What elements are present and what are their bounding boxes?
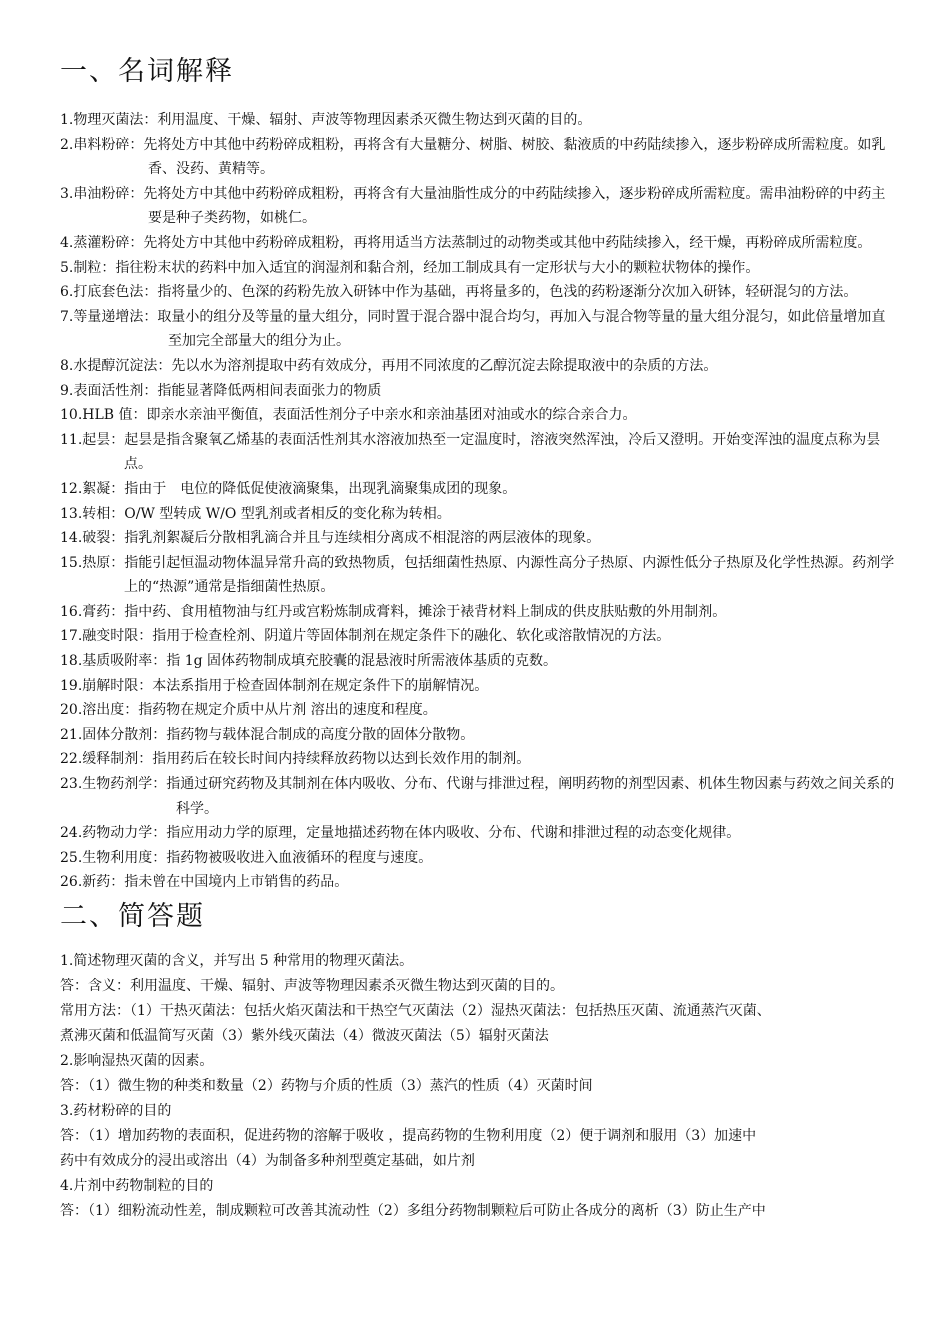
glossary-item (60, 723, 895, 748)
glossary-term-label: 5.制粒： (60, 259, 116, 276)
glossary-item (60, 280, 895, 305)
glossary-term-definition: 即亲水亲油平衡值，表面活性剂分子中亲水和亲油基团对油或水的综合亲合力。 (146, 407, 637, 424)
glossary-term-label: 7.等量递增法： (60, 308, 158, 325)
glossary-item (60, 256, 895, 281)
glossary-term-definition: 指乳剂絮凝后分散相乳滴合并且与连续相分离成不相混溶的两层液体的现象。 (124, 530, 601, 547)
glossary-term-definition: 指将量少的、色深的药粉先放入研钵中作为基础，再将量多的，色浅的药粉逐渐分次加入研钵，轻研混匀的方法。 (157, 284, 858, 301)
short-answer-line: 答：含义：利用温度、干燥、辐射、声波等物理因素杀灭微生物达到灭菌的目的。 (60, 978, 564, 994)
glossary-term-definition: 指应用动力学的原理，定量地描述药物在体内吸收、分布、代谢和排泄过程的动态变化规律。 (166, 825, 741, 842)
glossary-term-definition: 指用于检查栓剂、阴道片等固体制剂在规定条件下的融化、软化或溶散情况的方法。 (152, 628, 671, 645)
glossary-term-definition: 先将处方中其他中药粉碎成粗粉，再将含有大量油脂性成分的中药陆续掺入，逐步粉碎成所需粒度。需串油粉碎的中药主要是种子类药物，如桃仁。 (143, 185, 886, 227)
glossary-term-label: 10.HLB 值： (60, 407, 147, 424)
glossary-term-definition: 指能引起恒温动物体温异常升高的致热物质，包括细菌性热原、内源性高分子热原、内源性低分子热原及化学性热源。药剂学上的“热源”通常是指细菌性热原。 (124, 554, 895, 596)
short-answer-line: 4.片剂中药物制粒的目的 (60, 1178, 214, 1194)
glossary-item (60, 182, 895, 231)
glossary-term-label: 19.崩解时限： (60, 677, 153, 694)
glossary-term-label: 11.起昙： (60, 431, 125, 448)
glossary-term-label: 8.水提醇沉淀法： (60, 357, 172, 374)
glossary-term-label: 25.生物利用度： (60, 849, 167, 866)
glossary-term-definition: 起昙是指含聚氧乙烯基的表面活性剂其水溶液加热至一定温度时，溶液突然浑浊，冷后又澄明。开始变浑浊的温度点称为昙点。 (124, 431, 881, 473)
glossary-term-label: 1.物理灭菌法： (60, 112, 158, 128)
glossary-term-label: 22.缓释制剂： (60, 751, 153, 768)
glossary-term-label: 20.溶出度： (60, 702, 139, 719)
glossary-item (60, 379, 895, 404)
glossary-term-label: 17.融变时限： (60, 628, 153, 645)
glossary-item (60, 526, 895, 551)
glossary-term-definition: 指往粉末状的药料中加入适宜的润湿剂和黏合剂，经加工制成具有一定形状与大小的颗粒状物体的操作。 (115, 259, 760, 276)
glossary-term-definition: 指药物在规定介质中从片剂 溶出的速度和程度。 (138, 702, 437, 719)
glossary-item (60, 624, 895, 649)
glossary-term-definition: 指用药后在较长时间内持续释放药物以达到长效作用的制剂。 (152, 751, 531, 768)
short-answer-line: 答：（1）微生物的种类和数量（2）药物与介质的性质（3）蒸汽的性质（4）灭菌时间 (60, 1078, 593, 1094)
glossary-term-definition: 指中药、食用植物油与红丹或宫粉炼制成膏料，摊涂于裱背材料上制成的供皮肤贴敷的外用制剂。 (124, 603, 727, 620)
glossary-item (60, 108, 895, 133)
glossary-term-definition: 指由于 电位的降低促使液滴聚集，出现乳滴聚集成团的现象。 (124, 480, 517, 497)
glossary-item (60, 821, 895, 846)
glossary-term-label: 21.固体分散剂： (60, 726, 167, 743)
glossary-term-definition: 指能显著降低两相间表面张力的物质 (157, 382, 382, 399)
glossary-term-label: 9.表面活性剂： (60, 382, 158, 399)
short-answer-line: 常用方法：（1）干热灭菌法：包括火焰灭菌法和干热空气灭菌法（2）湿热灭菌法：包括热压灭菌、流通蒸汽灭菌、 (60, 1003, 771, 1019)
glossary-item (60, 231, 895, 256)
short-answer-line: 药中有效成分的浸出或溶出（4）为制备多种剂型奠定基础，如片剂 (60, 1153, 475, 1169)
glossary-term-label: 13.转相： (60, 505, 125, 522)
glossary-term-label: 4.蒸灌粉碎： (60, 234, 144, 251)
glossary-term-definition: 指药物与载体混合制成的高度分散的固体分散物。 (166, 726, 475, 743)
short-answer-line: 答：（1）细粉流动性差，制成颗粒可改善其流动性（2）多组分药物制颗粒后可防止各成分的离析（3）防止生产中 (60, 1203, 766, 1219)
glossary-item (60, 649, 895, 674)
short-answer-line: 2.影响湿热灭菌的因素。 (60, 1053, 214, 1069)
document-page (60, 52, 895, 1224)
glossary-item (60, 870, 895, 895)
glossary-term-label: 26.新药： (60, 874, 125, 891)
glossary-term-definition: 指未曾在中国境内上市销售的药品。 (124, 874, 349, 891)
glossary-item (60, 403, 895, 428)
glossary-term-definition: 指通过研究药物及其制剂在体内吸收、分布、代谢与排泄过程，阐明药物的剂型因素、机体生物因素与药效之间关系的科学。 (166, 776, 895, 817)
glossary-item (60, 428, 895, 477)
glossary-item (60, 772, 895, 821)
glossary-term-label: 18.基质吸附率： (60, 653, 167, 670)
short-answer-line: 3.药材粉碎的目的 (60, 1103, 172, 1119)
glossary-item (60, 698, 895, 723)
glossary-term-definition: O/W 型转成 W/O 型乳剂或者相反的变化称为转相。 (124, 505, 451, 522)
glossary-item (60, 502, 895, 527)
section-title-short-answer: 二、简答题 (60, 901, 205, 932)
short-answer-line: 答：（1）增加药物的表面积，促进药物的溶解于吸收 ，提高药物的生物利用度（2）便于调剂和服用（3）加速中 (60, 1128, 757, 1144)
glossary-item (60, 477, 895, 502)
glossary-term-label: 15.热原： (60, 554, 125, 571)
section-title-glossary: 一、名词解释 (60, 56, 234, 87)
glossary-term-definition: 指 1g 固体药物制成填充胶囊的混悬液时所需液体基质的克数。 (166, 653, 558, 670)
glossary-item (60, 133, 895, 182)
glossary-term-label: 24.药物动力学： (60, 825, 167, 842)
glossary-term-label: 2.串料粉碎： (60, 136, 144, 153)
glossary-term-definition: 先将处方中其他中药粉碎成粗粉，再将用适当方法蒸制过的动物类或其他中药陆续掺入，经干燥，再粉碎成所需粒度。 (143, 234, 872, 251)
glossary-term-definition: 取量小的组分及等量的量大组分，同时置于混合器中混合均匀，再加入与混合物等量的量大组分混匀，如此倍量增加直至加完全部量大的组分为止。 (157, 308, 886, 350)
glossary-term-definition: 利用温度、干燥、辐射、声波等物理因素杀灭微生物达到灭菌的目的。 (157, 112, 592, 128)
glossary-item (60, 747, 895, 772)
glossary-term-label: 23.生物药剂学： (60, 776, 167, 793)
glossary-term-definition: 先以水为溶剂提取中药有效成分，再用不同浓度的乙醇沉淀去除提取液中的杂质的方法。 (171, 357, 718, 374)
glossary-term-label: 12.絮凝： (60, 480, 125, 497)
short-answer-block (60, 949, 895, 1224)
glossary-term-definition: 本法系指用于检查固体制剂在规定条件下的崩解情况。 (152, 677, 489, 694)
glossary-list (60, 108, 895, 895)
glossary-item (60, 354, 895, 379)
glossary-term-label: 16.膏药： (60, 603, 125, 620)
glossary-item (60, 305, 895, 354)
glossary-item (60, 846, 895, 871)
glossary-item (60, 600, 895, 625)
short-answer-line: 1.简述物理灭菌的含义，并写出 5 种常用的物理灭菌法。 (60, 953, 414, 969)
short-answer-line: 煮沸灭菌和低温简写灭菌（3）紫外线灭菌法（4）微波灭菌法（5）辐射灭菌法 (60, 1028, 549, 1044)
glossary-term-label: 14.破裂： (60, 530, 125, 547)
glossary-term-label: 6.打底套色法： (60, 284, 158, 301)
glossary-item (60, 551, 895, 600)
glossary-term-label: 3.串油粉碎： (60, 185, 144, 202)
glossary-item (60, 674, 895, 699)
glossary-term-definition: 先将处方中其他中药粉碎成粗粉，再将含有大量糖分、树脂、树胶、黏液质的中药陆续掺入，逐步粉碎成所需粒度。如乳香、没药、黄精等。 (143, 136, 886, 178)
glossary-term-definition: 指药物被吸收进入血液循环的程度与速度。 (166, 849, 433, 866)
